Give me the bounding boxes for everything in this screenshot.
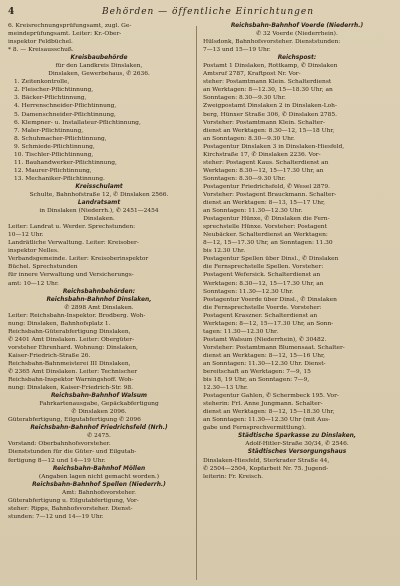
- entry-line: an Werktagen: 8—12.30, 15—18.30 Uhr, an: [203, 87, 333, 94]
- entry-line: 8—12, 15—17.30 Uhr, an Sonntagen: 11.30: [203, 240, 333, 247]
- entry-line: tagen: 11.30—12.30 Uhr.: [203, 328, 279, 335]
- entry-line: Kirchstraße 17, ✆ Dinslaken 2236. Vor-: [203, 151, 321, 158]
- column-divider: [196, 26, 197, 580]
- entry-line: bis 12.30 Uhr.: [203, 248, 246, 255]
- entry-line: 10. Tischler-Pflichtinnung,: [14, 151, 94, 158]
- section-heading: Reichsbahnbehörden:: [62, 288, 136, 295]
- section-heading: Kreisschulamt: [75, 183, 123, 190]
- entry-line: bereitschaft an Werktagen: 7—9, 15: [203, 369, 311, 376]
- entry-line: 1. Zeitenkontrolle,: [14, 79, 70, 86]
- entry-line: Leiter: Reichsbahn-Inspektor. Brodberg. Woh-: [8, 312, 146, 319]
- entry-line: an Sonntagen: 11.30—12.30 Uhr. Dienst-: [203, 360, 326, 367]
- entry-line: Reichsbahn-Inspektor Warningshoff. Woh-: [8, 377, 134, 384]
- entry-line: Dinslaken, Gewerbehaus, ✆ 2636.: [48, 71, 150, 78]
- entry-line: Fahrkartenausgabe, Gepäckabfertigung: [39, 401, 159, 408]
- entry-line: Hülsdonk, Bahnhofsvorsteher. Dienststunden:: [203, 39, 341, 46]
- entry-line: Postamt 1 Dinslaken, Rottkamp, ✆ Dinslaken: [203, 63, 338, 70]
- entry-line: sprechstelle Hünxe. Vorsteher: Postagent: [203, 224, 327, 231]
- entry-line: ✆ 2401 Amt Dinslaken. Leiter: Obergüter-: [8, 336, 135, 343]
- section-heading: Städtische Sparkasse zu Dinslaken,: [237, 433, 357, 440]
- entry-line: für den Landkreis Dinslaken,: [55, 63, 143, 70]
- entry-line: Vorsteher: Postamtmann Blumensaat. Schalter-: [203, 344, 345, 351]
- entry-line: ✆ 2365 Amt Dinslaken. Leiter: Technischer: [8, 369, 138, 376]
- entry-line: amt: 10—12 Uhr.: [8, 280, 59, 287]
- entry-line: inspektor Nelles.: [8, 248, 59, 255]
- entry-line: Werktagen: 8—12, 15—17.30 Uhr, an Sonn-: [203, 320, 334, 327]
- section-heading: Reichsbahn-Bahnhof Spellen (Niederrh.): [32, 481, 166, 488]
- entry-line: für innere Verwaltung und Versicherungs-: [8, 272, 134, 279]
- section-heading: Landratsamt: [77, 200, 121, 207]
- entry-line: Postagentur Gahlen, ✆ Schermbeck 195. Vor-: [203, 393, 339, 400]
- entry-line: Postamt Walsum (Niederrhein), ✆ 30482.: [203, 336, 327, 343]
- entry-line: Werktagen: 8.30—12, 15—17.30 Uhr, an: [203, 280, 324, 287]
- entry-line: an Sonntagen: 8.30—9.30 Uhr.: [203, 135, 295, 142]
- entry-line: ✆ 2475.: [87, 433, 111, 440]
- section-heading: Reichsbahn-Bahnhof Walsum: [50, 393, 148, 400]
- entry-line: 7—13 und 15—19 Uhr.: [203, 47, 271, 54]
- entry-line: 12. Maurer-Pflichtinnung,: [14, 167, 92, 174]
- entry-line: steher: Postagent Kaus. Schalterdienst an: [203, 159, 329, 166]
- page-header: [8, 4, 390, 20]
- entry-line: 5. Damenschneider-Pflichtinnung,: [14, 111, 116, 118]
- entry-line: an Sonntagen: 11.30—12.30 Uhr.: [203, 208, 303, 215]
- entry-line: steherin: Frl. Anne Jungmann. Schalter-: [203, 401, 323, 408]
- entry-line: 3. Bäcker-Pflichtinnung,: [14, 95, 87, 102]
- entry-line: an Sonntagen: 11.30—12.30 Uhr (mit Aus-: [203, 417, 331, 424]
- entry-line: dienst an Werktagen: 8—12, 15—18.30 Uhr,: [203, 409, 335, 416]
- entry-line: meindeprüfungsamt. Leiter: Kr.-Ober-: [8, 31, 122, 38]
- entry-line: 2. Fleischer-Pflichtinnung,: [14, 87, 94, 94]
- entry-line: Sonntagen: 11.30—12.30 Uhr.: [203, 288, 294, 295]
- entry-line: Dinslaken.: [83, 216, 115, 223]
- entry-line: Güterabfertigung, Eilgutabfertigung ✆ 2096: [8, 417, 141, 424]
- entry-line: Postagentur Dinslaken 3 in Dinslaken-Hiesfeld,: [203, 143, 345, 150]
- entry-line: die Fernsprechstelle Spellen. Vorsteher:: [203, 264, 324, 271]
- entry-line: Postagentur Voerde über Dinsl., ✆ Dinslaken: [203, 296, 337, 303]
- entry-line: 13. Mechaniker-Pflichtinnung.: [14, 175, 105, 182]
- entry-line: 10—12 Uhr.: [8, 232, 44, 239]
- entry-line: berg, Hünxer Straße 306, ✆ Dinslaken 2785.: [203, 111, 338, 118]
- entry-line: nung: Dinslaken, Kaiser-Friedrich-Str. 98.: [8, 385, 134, 392]
- entry-line: ✆ 32 Voerde (Niederrhein).: [256, 31, 338, 38]
- entry-line: Werktagen: 8.30—12, 15—17.30 Uhr, an: [203, 167, 324, 174]
- entry-line: 6. Klempner- u. Installateur-Pflichtinnung,: [14, 119, 141, 126]
- entry-line: Sonntagen: 8.30—9.30 Uhr.: [203, 175, 286, 182]
- entry-line: Amt: Bahnhofsvorsteher.: [62, 489, 136, 496]
- entry-line: Postagentur Spellen über Dinsl., ✆ Dinslaken: [203, 256, 339, 263]
- entry-line: Postagentur Hünxe, ✆ Dinslaken die Fern-: [203, 216, 330, 223]
- entry-line: steher: Postamtmann Klein. Schalterdienst: [203, 79, 332, 86]
- entry-line: Dinslaken-Hiesfeld, Sterkrader Straße 44,: [203, 457, 330, 464]
- section-heading: Reichsbahn-Bahnhof Friedrichsfeld (Nrh.): [30, 425, 168, 432]
- entry-line: fertigung 8—12 und 14—19 Uhr.: [8, 457, 106, 464]
- entry-line: Büchel. Sprechstunden: [8, 264, 78, 271]
- entry-line: Vorsteher: Postagent Brauckmann. Schalter-: [203, 191, 337, 198]
- entry-line: ✆ 2898 Amt Dinslaken.: [64, 304, 134, 311]
- entry-line: Adolf-Hitler-Straße 30/34, ✆ 2546.: [245, 441, 349, 448]
- entry-line: Landrätliche Verwaltung. Leiter: Kreisober-: [8, 240, 139, 247]
- entry-line: bis 18, 19 Uhr, an Sonntagen: 7—9,: [203, 377, 310, 384]
- entry-line: dienst an Werktagen: 8.30—12, 15—18 Uhr,: [203, 127, 335, 134]
- entry-line: Dienststunden für die Güter- und Eilgutab-: [8, 449, 137, 456]
- entry-line: 7. Maler-Pflichtinnung,: [14, 127, 84, 134]
- entry-line: stunden: 7—12 und 14—19 Uhr.: [8, 513, 104, 520]
- entry-line: leiterin: Fr. Kreisch.: [203, 473, 264, 480]
- entry-line: dienst an Werktagen: 8—13, 15—17 Uhr,: [203, 200, 326, 207]
- entry-line: Reichsbahn-Güterabfertigung Dinslaken,: [8, 328, 131, 335]
- entry-line: Kaiser-Friedrich-Straße 26.: [8, 352, 91, 359]
- entry-line: gabe und Fernsprechvermittlung).: [203, 425, 306, 432]
- entry-line: Postagent Wefersick. Schalterdienst an: [203, 272, 321, 279]
- entry-line: nung: Dinslaken, Bahnhofsplatz 1.: [8, 320, 111, 327]
- entry-line: * 8. — Kreisausschuß.: [8, 47, 74, 54]
- section-heading: Reichsbahn-Bahnhof Dinslaken,: [46, 296, 152, 303]
- entry-line: Leiter: Landrat u. Werder. Sprechstunden:: [8, 224, 136, 231]
- entry-line: Zweigpostamt Dinslaken 2 in Dinslaken-Loh-: [203, 103, 337, 110]
- entry-line: 4. Herrenschneider-Pflichtinnung,: [14, 103, 117, 110]
- entry-line: Postagent Kraszner. Schalterdienst an: [203, 312, 318, 319]
- entry-line: Vorsteher: Postamtmann Klein. Schalter-: [203, 119, 325, 126]
- entry-line: dienst an Werktagen: 8—12, 15—16 Uhr,: [203, 352, 326, 359]
- section-heading: Reichspost:: [277, 55, 317, 62]
- right-column: [203, 22, 391, 582]
- entry-line: 8. Schuhmacher-Pflichtinnung,: [14, 135, 107, 142]
- running-title: Behörden — öffentliche Einrichtungen: [101, 7, 315, 17]
- section-heading: Reichsbahn-Bahnhof Voerde (Niederrh.): [230, 23, 364, 29]
- entry-line: die Fernsprechstelle Voerde. Vorsteher:: [203, 304, 322, 311]
- entry-line: vorsteher Ehrenhard. Wohnung: Dinslaken,: [8, 344, 138, 351]
- entry-line: 9. Schmiede-Pflichtinnung,: [14, 143, 95, 150]
- entry-line: ✆ 2504—2504, Kopfarbeit Nr. 75. Jugend-: [203, 465, 329, 472]
- entry-line: ✆ Dinslaken 2096.: [71, 409, 127, 416]
- entry-line: Reichsbahn-Bahnmeisterei III Dinslaken,: [8, 360, 131, 367]
- entry-line: (Angaben lagen nicht gemacht worden.): [38, 473, 160, 480]
- entry-line: Schulte, Bahnhofstraße 12, ✆ Dinslaken 2566.: [29, 191, 169, 198]
- entry-line: inspektor Feldbüchel.: [8, 39, 73, 46]
- entry-line: Verbandsgemeinde. Leiter: Kreisoberinspektor: [8, 256, 149, 263]
- entry-line: Güterabfertigung u. Eilgutabfertigung, Vor-: [8, 497, 139, 504]
- entry-line: in Dinslaken (Niederrh.), ✆ 2451—2454: [39, 208, 159, 215]
- entry-line: Amtsruf 2787, Kraftpost Nr. Vor-: [203, 71, 301, 78]
- section-heading: Städtisches Versorgungshaus: [247, 449, 347, 456]
- entry-line: 12.30—13 Uhr.: [203, 385, 248, 392]
- section-heading: Reichsbahn-Bahnhof Möllen: [52, 465, 146, 472]
- section-heading: Kreisbaubehörde: [70, 55, 128, 62]
- entry-line: Sonntagen: 8.30—9.30 Uhr.: [203, 95, 286, 102]
- left-column: [8, 22, 190, 582]
- entry-line: Vorstand: Oberbahnhofsvorsteher.: [8, 441, 111, 448]
- entry-line: steher: Ripps, Bahnhofsvorsteher. Dienst-: [8, 505, 133, 512]
- page-number: 4: [8, 7, 15, 17]
- entry-line: 11. Bauhandwerker-Pflichtinnung,: [14, 159, 117, 166]
- entry-line: Postagentur Friedrichsfeld, ✆ Wesel 2879.: [203, 183, 330, 190]
- entry-line: 6. Kreisrechnungsprüfungsamt, zugl. Ge-: [8, 23, 132, 29]
- entry-line: Neubäcker. Schalterdienst an Werktagen:: [203, 232, 328, 239]
